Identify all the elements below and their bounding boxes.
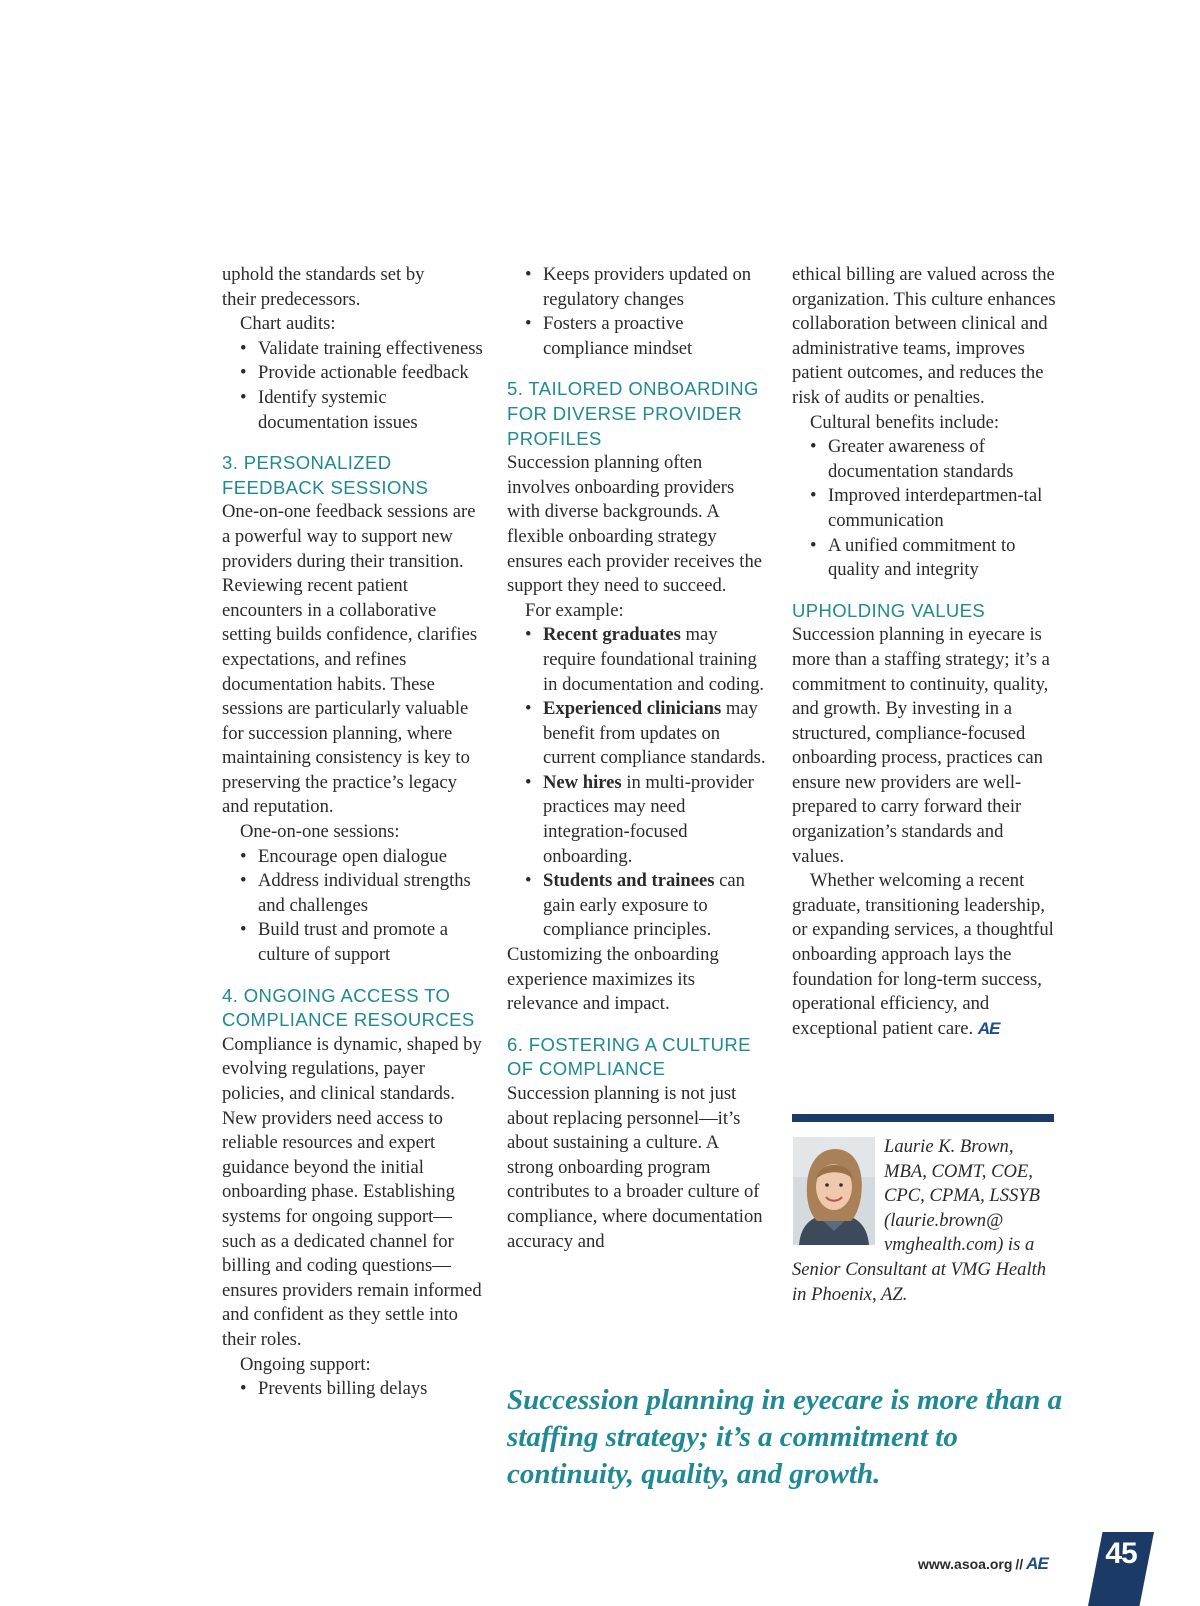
page-number: 45 — [1105, 1537, 1137, 1570]
column-3 — [792, 263, 1058, 1041]
support-list-continued — [507, 263, 769, 361]
list-item: • Validate training effectiveness — [240, 337, 484, 362]
list-item: • Build trust and promote a culture of support — [240, 918, 484, 967]
list-item: • Improved interdepartmen-tal communication — [810, 484, 1058, 533]
list-item: • Fosters a proactive compliance mindset — [525, 312, 769, 361]
example-text: may benefit from updates on current compliance standards. — [543, 698, 766, 769]
footer-brand: AE — [1026, 1554, 1048, 1573]
support-lead: Ongoing support: — [240, 1353, 371, 1375]
bio-divider — [792, 1114, 1054, 1122]
section-6-body-continued: ethical billing are valued across the organization. This culture enhances collaboration between clinical and administrative teams, improves patient outcomes, and reduces the risk of audits or penalties. — [792, 264, 1056, 408]
example-term: Recent graduates — [543, 624, 681, 646]
cultural-list — [792, 435, 1058, 583]
section-4-heading: 4. ONGOING ACCESS TO COMPLIANCE RESOURCES — [222, 984, 475, 1031]
author-bio-text: Laurie K. Brown, MBA, COMT, COE, CPC, CPMA, LSSYB (laurie.brown@ vmghealth.com) is a Senior Consultant at VMG Health in Phoenix, AZ. — [792, 1136, 1047, 1305]
section-6-heading: 6. FOSTERING A CULTURE OF COMPLIANCE — [507, 1033, 751, 1080]
list-item: • A unified commitment to quality and integrity — [810, 534, 1058, 583]
intro-line-1: uphold the standards set by — [222, 264, 425, 285]
list-item — [525, 869, 769, 943]
values-body-2-wrap — [792, 869, 1058, 1041]
ae-end-mark: AE — [977, 1018, 1000, 1038]
author-bio — [792, 1135, 1060, 1307]
chart-audits-list — [222, 337, 484, 435]
list-item: • Encourage open dialogue — [240, 845, 484, 870]
example-text: in multi-provider practices may need integration-focused onboarding. — [543, 771, 754, 867]
section-6-body: Succession planning is not just about replacing personnel—it’s about sustaining a culture. A strong onboarding program contributes to a broader culture of compliance, where documentation accuracy and — [507, 1083, 763, 1252]
chart-audits-lead: Chart audits: — [240, 313, 336, 335]
section-5-body: Succession planning often involves onboarding providers with diverse backgrounds. A flexible onboarding strategy ensures each provider receives the support they need to succeed. — [507, 452, 763, 597]
list-item — [525, 697, 769, 771]
example-text: can gain early exposure to compliance principles. — [543, 870, 745, 941]
list-item: • Identify systemic documentation issues — [240, 386, 484, 435]
section-5-heading: 5. TAILORED ONBOARDING FOR DIVERSE PROVIDER PROFILES — [507, 378, 759, 449]
examples-list — [507, 623, 769, 943]
footer-separator: // — [1015, 1556, 1024, 1572]
footer-url-text[interactable]: www.asoa.org — [918, 1556, 1013, 1572]
footer-url — [918, 1554, 1048, 1574]
section-4-body: Compliance is dynamic, shaped by evolving regulations, payer policies, and clinical standards. New providers need access to reliable resources and expert guidance beyond the initial onboarding phase. Establishing systems for ongoing support—such as a dedicated channel for billing and coding questions—ensures providers remain informed and confident as they settle into their roles. — [222, 1033, 482, 1350]
example-term: Experienced clinicians — [543, 698, 722, 720]
example-text: may require foundational training in documentation and coding. — [543, 624, 765, 695]
list-item: • Provide actionable feedback — [240, 361, 484, 386]
photo-spacer — [792, 1135, 884, 1255]
support-list — [222, 1377, 484, 1402]
section-5-closing: Customizing the onboarding experience maximizes its relevance and impact. — [507, 944, 719, 1015]
sessions-list — [222, 845, 484, 968]
list-item: • Greater awareness of documentation standards — [810, 435, 1058, 484]
values-heading: UPHOLDING VALUES — [792, 599, 986, 621]
list-item: • Keeps providers updated on regulatory changes — [525, 263, 769, 312]
column-2 — [507, 263, 769, 1254]
sessions-lead: One-on-one sessions: — [240, 821, 400, 843]
example-term: Students and trainees — [543, 870, 715, 892]
list-item — [525, 623, 769, 697]
pull-quote: Succession planning in eyecare is more than a staffing strategy; it’s a commitment to continuity, quality, and growth. — [507, 1384, 1063, 1490]
values-body: Succession planning in eyecare is more than a staffing strategy; it’s a commitment to continuity, quality, and growth. By investing in a structured, compliance-focused onboarding process, practices can ensure new providers are well-prepared to carry forward their organization’s standards and values. — [792, 624, 1050, 867]
example-lead: For example: — [525, 599, 624, 621]
intro-line-2: their predecessors. — [222, 288, 361, 310]
cultural-lead: Cultural benefits include: — [810, 411, 999, 433]
values-body-2: Whether welcoming a recent graduate, transitioning leadership, or expanding services, a thoughtful onboarding approach lays the foundation for long-term success, operational efficiency, and exceptional patient care. — [792, 870, 1054, 1039]
example-term: New hires — [543, 771, 622, 793]
list-item: • Prevents billing delays — [240, 1377, 484, 1402]
list-item — [525, 771, 769, 869]
column-1 — [222, 263, 484, 1402]
section-3-heading: 3. PERSONALIZED FEEDBACK SESSIONS — [222, 452, 429, 498]
list-item: • Address individual strengths and challenges — [240, 869, 484, 918]
section-3-body: One-on-one feedback sessions are a powerful way to support new providers during their transition. Reviewing recent patient encounters in a collaborative setting builds confidence, clarifies expectations, and refines documentation habits. These sessions are particularly valuable for succession planning, where maintaining consistency is key to preserving the practice’s legacy and reputation. — [222, 501, 478, 818]
